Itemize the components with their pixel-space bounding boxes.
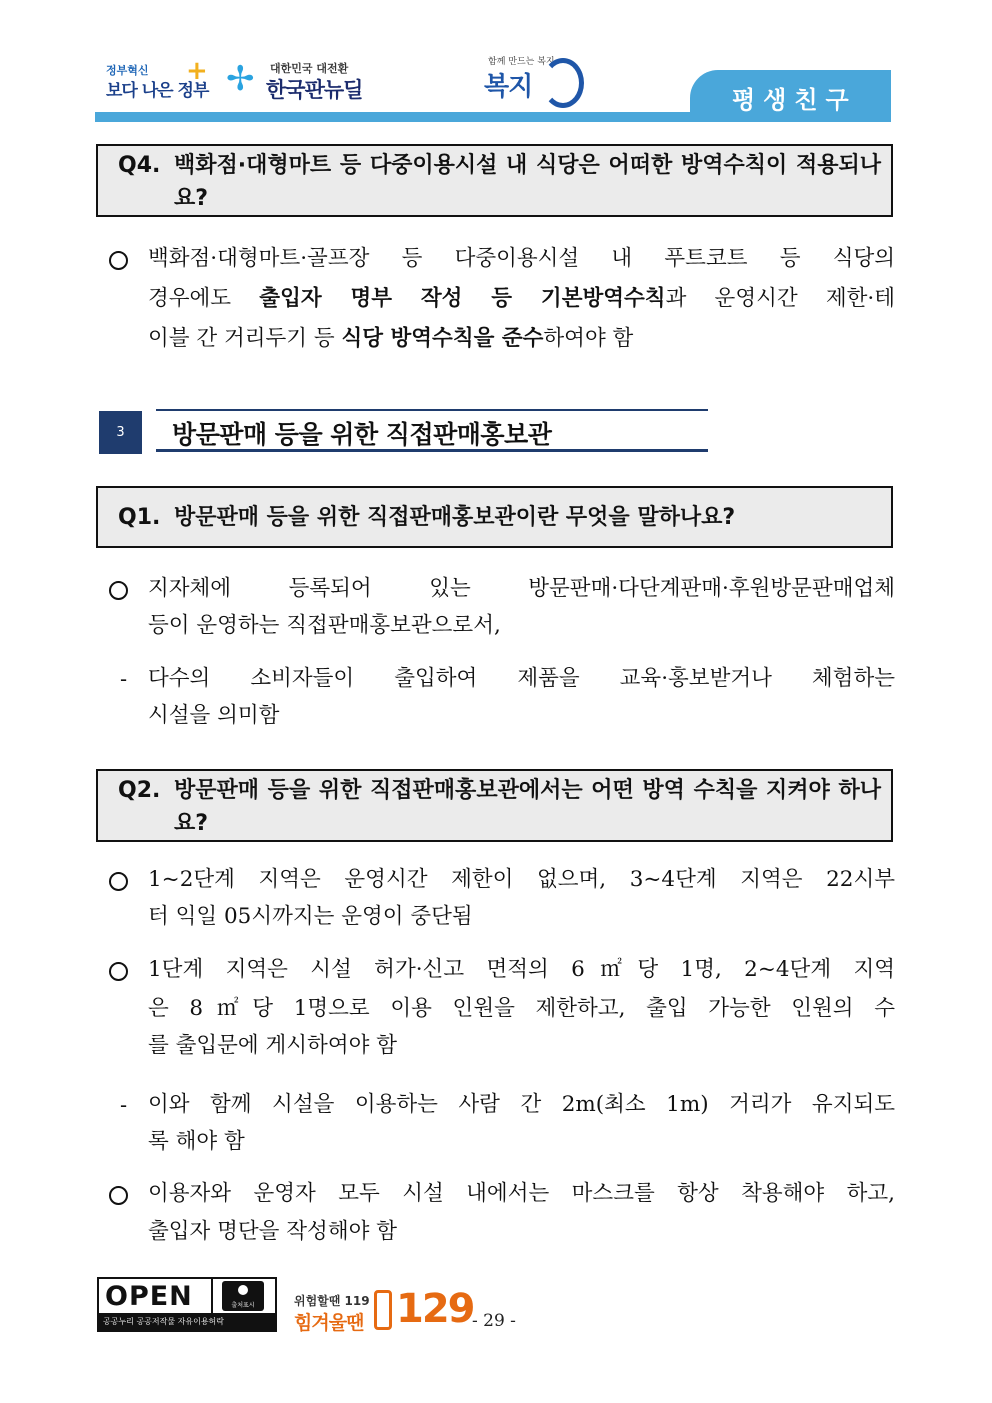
answer-text: 하여야 함 bbox=[543, 326, 634, 351]
question-label: Q2. bbox=[118, 778, 161, 803]
circle-bullet-icon bbox=[109, 581, 128, 600]
answer-line: 등이 운영하는 직접판매홍보관으로서, bbox=[148, 613, 501, 638]
circle-bullet-icon bbox=[109, 251, 128, 270]
circle-bullet-icon bbox=[109, 872, 128, 891]
gov-logo-small-text: 정부혁신 bbox=[106, 64, 149, 77]
attribution-label: 출처표시 bbox=[231, 1302, 255, 1309]
open-license-badge bbox=[97, 1277, 277, 1332]
hotline-banner bbox=[292, 1276, 482, 1336]
answer-line bbox=[148, 319, 895, 359]
answer-line: 록 해야 함 bbox=[148, 1129, 245, 1154]
circle-bullet-icon bbox=[109, 962, 128, 981]
question-box-q4 bbox=[96, 144, 893, 217]
question-label: Q1. bbox=[118, 505, 161, 530]
open-word: OPEN bbox=[105, 1281, 193, 1312]
bokji-logo-main: 복지 bbox=[484, 72, 533, 102]
header-tab bbox=[690, 70, 891, 122]
hotline-line-2: 힘겨울땐 bbox=[294, 1312, 364, 1334]
answer-line: 1단계 지역은 시설 허가·신고 면적의 6㎡당 1명, 2~4단계 지역 bbox=[148, 957, 895, 982]
attribution-icon bbox=[222, 1281, 264, 1311]
answer-emphasis: 출입자 명부 작성 등 기본방역수칙 bbox=[259, 286, 666, 311]
section-number: 3 bbox=[99, 411, 142, 454]
phone-icon bbox=[374, 1290, 392, 1330]
answer-line: 1~2단계 지역은 운영시간 제한이 없으며, 3~4단계 지역은 22시부 bbox=[148, 867, 895, 892]
question-box-q1 bbox=[96, 486, 893, 548]
answer-line: 출입자 명단을 작성해야 함 bbox=[148, 1219, 397, 1244]
answer-line: 은 8㎡당 1명으로 이용 인원을 제한하고, 출입 가능한 인원의 수 bbox=[148, 996, 895, 1021]
dash-bullet: - bbox=[120, 667, 128, 691]
bokji-arc-icon bbox=[542, 58, 584, 108]
page-number: - 29 - bbox=[472, 1311, 516, 1331]
hotline-line-1: 위험할땐 119 bbox=[294, 1294, 370, 1308]
section-title: 방문판매 등을 위한 직접판매홍보관 bbox=[172, 420, 552, 449]
open-license-text: 공공누리 공공저작물 자유이용허락 bbox=[99, 1313, 275, 1330]
bokji-logo bbox=[482, 52, 582, 108]
question-text: 방문판매 등을 위한 직접판매홍보관이란 무엇을 말하나요? bbox=[174, 505, 736, 530]
answer-line: 이용자와 운영자 모두 시설 내에서는 마스크를 항상 착용해야 하고, bbox=[148, 1181, 895, 1206]
answer-text: 경우에도 bbox=[148, 286, 260, 311]
plus-icon: + bbox=[186, 56, 208, 86]
answer-line: 시설을 의미함 bbox=[148, 703, 280, 728]
answer-text: 과 운영시간 제한·테 bbox=[665, 286, 895, 311]
answer-text: 이블 간 거리두기 등 bbox=[148, 326, 342, 351]
answer-line: 백화점·대형마트·골프장 등 다중이용시설 내 푸트코트 등 식당의 bbox=[148, 246, 895, 271]
answer-line: 를 출입문에 게시하여야 함 bbox=[148, 1033, 397, 1058]
answer-line: 터 익일 05시까지는 운영이 중단됨 bbox=[148, 904, 473, 929]
new-deal-logo-main: 한국판뉴딜 bbox=[266, 78, 363, 102]
answer-line bbox=[148, 279, 895, 319]
pinwheel-icon: ✢ bbox=[226, 59, 255, 99]
bokji-logo-top: 함께 만드는 복지 bbox=[488, 57, 555, 67]
answer-line: 다수의 소비자들이 출입하여 제품을 교육·홍보받거나 체험하는 bbox=[148, 666, 895, 691]
page-header bbox=[0, 0, 992, 125]
question-box-q2 bbox=[96, 769, 893, 842]
answer-line: 이와 함께 시설을 이용하는 사람 간 2m(최소 1m) 거리가 유지되도 bbox=[148, 1092, 895, 1117]
answer-emphasis: 식당 방역수칙을 준수 bbox=[341, 326, 544, 351]
person-icon bbox=[238, 1285, 248, 1295]
hotline-number: 129 bbox=[396, 1286, 474, 1332]
answer-line: 지자체에 등록되어 있는 방문판매·다단계판매·후원방문판매업체 bbox=[148, 576, 895, 601]
new-deal-logo-top: 대한민국 대전환 bbox=[270, 62, 349, 75]
question-text: 백화점·대형마트 등 다중이용시설 내 식당은 어떠한 방역수칙이 적용되나요? bbox=[174, 153, 881, 211]
question-text: 방문판매 등을 위한 직접판매홍보관에서는 어떤 방역 수칙을 지켜야 하나요? bbox=[174, 778, 881, 836]
dash-bullet: - bbox=[120, 1093, 128, 1117]
gov-innovation-logo bbox=[104, 58, 214, 106]
section-heading bbox=[156, 409, 708, 452]
badge-divider bbox=[211, 1279, 213, 1313]
header-tab-label: 평생친구 bbox=[732, 86, 857, 114]
question-label: Q4. bbox=[118, 153, 161, 178]
korean-new-deal-logo bbox=[226, 58, 376, 106]
circle-bullet-icon bbox=[109, 1186, 128, 1205]
gov-logo-text: 보다 나은 정부 bbox=[106, 81, 209, 101]
